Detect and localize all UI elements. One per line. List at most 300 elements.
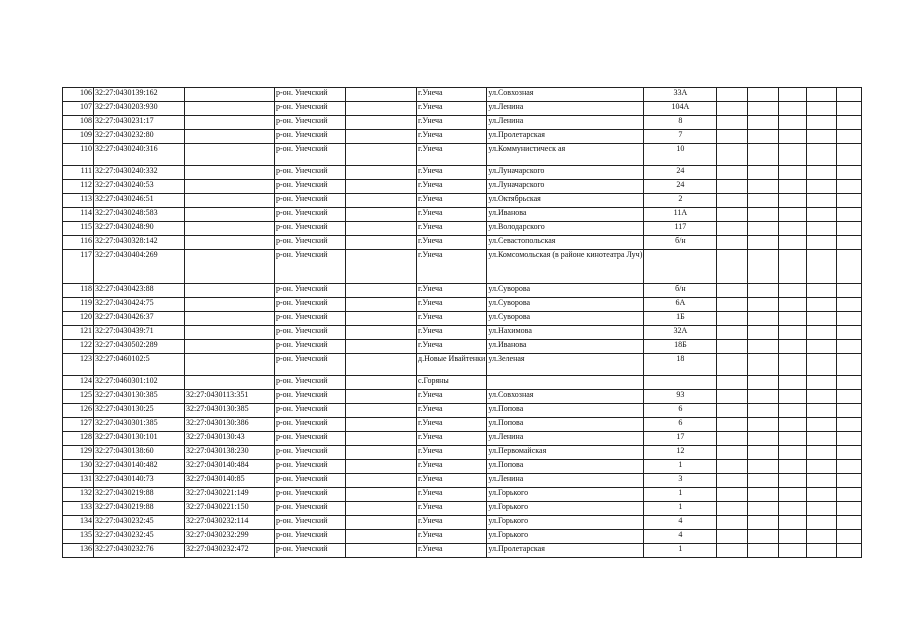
- cadastral-number-cell: 32:27:0430219:88: [94, 488, 185, 502]
- empty-cell: [346, 312, 417, 326]
- empty-cell: [807, 180, 837, 194]
- empty-cell: [748, 418, 779, 432]
- row-number-cell: 106: [63, 88, 94, 102]
- row-number-cell: 122: [63, 340, 94, 354]
- cadastral-number-cell: 32:27:0430404:269: [94, 250, 185, 284]
- empty-cell: [837, 516, 862, 530]
- cadastral-number-cell: 32:27:0460102:5: [94, 354, 185, 376]
- empty-cell: [807, 250, 837, 284]
- empty-cell: [717, 474, 748, 488]
- district-cell: р-он. Унечский: [275, 376, 346, 390]
- locality-cell: г.Унеча: [417, 488, 487, 502]
- table-row: [63, 460, 862, 474]
- empty-cell: [779, 326, 807, 340]
- row-number-cell: 126: [63, 404, 94, 418]
- empty-cell: [717, 194, 748, 208]
- table-row: [63, 250, 862, 284]
- table-row: [63, 488, 862, 502]
- empty-cell: [717, 544, 748, 558]
- house-number-cell: 24: [644, 180, 717, 194]
- empty-cell: [717, 222, 748, 236]
- cadastral-number-cell: 32:27:0430232:76: [94, 544, 185, 558]
- empty-cell: [717, 516, 748, 530]
- house-number-cell: 11А: [644, 208, 717, 222]
- cadastral-number-cell: 32:27:0430246:51: [94, 194, 185, 208]
- empty-cell: [837, 488, 862, 502]
- cadastral-number-cell: 32:27:0430328:142: [94, 236, 185, 250]
- empty-cell: [748, 530, 779, 544]
- related-cadastral-number-cell: [185, 236, 275, 250]
- empty-cell: [837, 354, 862, 376]
- district-cell: р-он. Унечский: [275, 418, 346, 432]
- empty-cell: [748, 88, 779, 102]
- empty-cell: [748, 236, 779, 250]
- house-number-cell: 1: [644, 544, 717, 558]
- district-cell: р-он. Унечский: [275, 446, 346, 460]
- empty-cell: [779, 236, 807, 250]
- empty-cell: [837, 390, 862, 404]
- table-row: [63, 390, 862, 404]
- cadastral-number-cell: 32:27:0430248:583: [94, 208, 185, 222]
- locality-cell: г.Унеча: [417, 326, 487, 340]
- empty-cell: [717, 116, 748, 130]
- empty-cell: [346, 376, 417, 390]
- empty-cell: [717, 502, 748, 516]
- locality-cell: г.Унеча: [417, 312, 487, 326]
- empty-cell: [779, 144, 807, 166]
- cadastral-number-cell: 32:27:0430426:37: [94, 312, 185, 326]
- row-number-cell: 119: [63, 298, 94, 312]
- district-cell: р-он. Унечский: [275, 166, 346, 180]
- table-row: [63, 502, 862, 516]
- related-cadastral-number-cell: [185, 298, 275, 312]
- street-cell: ул.Совхозная: [487, 88, 644, 102]
- district-cell: р-он. Унечский: [275, 404, 346, 418]
- row-number-cell: 130: [63, 460, 94, 474]
- district-cell: р-он. Унечский: [275, 236, 346, 250]
- row-number-cell: 127: [63, 418, 94, 432]
- house-number-cell: 2: [644, 194, 717, 208]
- related-cadastral-number-cell: 32:27:0430130:386: [185, 418, 275, 432]
- empty-cell: [779, 250, 807, 284]
- street-cell: ул.Попова: [487, 460, 644, 474]
- empty-cell: [346, 530, 417, 544]
- empty-cell: [807, 376, 837, 390]
- related-cadastral-number-cell: 32:27:0430113:351: [185, 390, 275, 404]
- table-row: [63, 418, 862, 432]
- house-number-cell: 12: [644, 446, 717, 460]
- locality-cell: г.Унеча: [417, 194, 487, 208]
- cadastral-number-cell: 32:27:0430240:316: [94, 144, 185, 166]
- empty-cell: [807, 530, 837, 544]
- empty-cell: [717, 88, 748, 102]
- empty-cell: [837, 418, 862, 432]
- house-number-cell: 3: [644, 474, 717, 488]
- row-number-cell: 108: [63, 116, 94, 130]
- district-cell: р-он. Унечский: [275, 284, 346, 298]
- empty-cell: [346, 180, 417, 194]
- row-number-cell: 112: [63, 180, 94, 194]
- empty-cell: [748, 432, 779, 446]
- empty-cell: [346, 446, 417, 460]
- street-cell: ул.Комсомольская (в районе кинотеатра Луч): [487, 250, 644, 284]
- empty-cell: [346, 354, 417, 376]
- locality-cell: г.Унеча: [417, 236, 487, 250]
- cadastral-number-cell: 32:27:0430248:90: [94, 222, 185, 236]
- empty-cell: [748, 116, 779, 130]
- cadastral-number-cell: 32:27:0430130:101: [94, 432, 185, 446]
- district-cell: р-он. Унечский: [275, 502, 346, 516]
- cadastral-number-cell: 32:27:0430130:385: [94, 390, 185, 404]
- empty-cell: [346, 460, 417, 474]
- empty-cell: [717, 236, 748, 250]
- cadastral-number-cell: 32:27:0430232:45: [94, 530, 185, 544]
- empty-cell: [837, 222, 862, 236]
- table-row: [63, 516, 862, 530]
- related-cadastral-number-cell: [185, 376, 275, 390]
- empty-cell: [748, 354, 779, 376]
- related-cadastral-number-cell: [185, 166, 275, 180]
- empty-cell: [807, 404, 837, 418]
- empty-cell: [748, 376, 779, 390]
- empty-cell: [779, 446, 807, 460]
- related-cadastral-number-cell: [185, 208, 275, 222]
- district-cell: р-он. Унечский: [275, 144, 346, 166]
- empty-cell: [346, 130, 417, 144]
- empty-cell: [779, 516, 807, 530]
- locality-cell: г.Унеча: [417, 180, 487, 194]
- row-number-cell: 120: [63, 312, 94, 326]
- district-cell: р-он. Унечский: [275, 102, 346, 116]
- table-row: [63, 116, 862, 130]
- house-number-cell: [644, 376, 717, 390]
- house-number-cell: 18: [644, 354, 717, 376]
- street-cell: ул.Зеленая: [487, 354, 644, 376]
- row-number-cell: 107: [63, 102, 94, 116]
- empty-cell: [837, 88, 862, 102]
- empty-cell: [807, 222, 837, 236]
- empty-cell: [779, 390, 807, 404]
- empty-cell: [346, 502, 417, 516]
- empty-cell: [748, 326, 779, 340]
- street-cell: ул.Иванова: [487, 208, 644, 222]
- district-cell: р-он. Унечский: [275, 194, 346, 208]
- related-cadastral-number-cell: 32:27:0430221:149: [185, 488, 275, 502]
- empty-cell: [748, 284, 779, 298]
- house-number-cell: [644, 250, 717, 284]
- related-cadastral-number-cell: 32:27:0430138:230: [185, 446, 275, 460]
- street-cell: ул.Октябрьская: [487, 194, 644, 208]
- locality-cell: г.Унеча: [417, 116, 487, 130]
- table-row: [63, 88, 862, 102]
- empty-cell: [779, 208, 807, 222]
- cadastral-number-cell: 32:27:0430424:75: [94, 298, 185, 312]
- cadastral-number-cell: 32:27:0430232:45: [94, 516, 185, 530]
- locality-cell: г.Унеча: [417, 474, 487, 488]
- street-cell: ул.Первомайская: [487, 446, 644, 460]
- empty-cell: [779, 130, 807, 144]
- locality-cell: г.Унеча: [417, 88, 487, 102]
- table-row: [63, 298, 862, 312]
- empty-cell: [748, 502, 779, 516]
- empty-cell: [717, 340, 748, 354]
- empty-cell: [807, 488, 837, 502]
- house-number-cell: 10: [644, 144, 717, 166]
- street-cell: ул.Ленина: [487, 474, 644, 488]
- table-row: [63, 166, 862, 180]
- row-number-cell: 129: [63, 446, 94, 460]
- district-cell: р-он. Унечский: [275, 88, 346, 102]
- table-row: [63, 432, 862, 446]
- table-row: [63, 376, 862, 390]
- empty-cell: [837, 502, 862, 516]
- street-cell: ул.Попова: [487, 404, 644, 418]
- empty-cell: [717, 284, 748, 298]
- house-number-cell: б/н: [644, 284, 717, 298]
- empty-cell: [717, 312, 748, 326]
- empty-cell: [779, 544, 807, 558]
- table-row: [63, 102, 862, 116]
- row-number-cell: 134: [63, 516, 94, 530]
- related-cadastral-number-cell: [185, 144, 275, 166]
- locality-cell: г.Унеча: [417, 144, 487, 166]
- cadastral-number-cell: 32:27:0430231:17: [94, 116, 185, 130]
- empty-cell: [837, 530, 862, 544]
- house-number-cell: 18Б: [644, 340, 717, 354]
- empty-cell: [837, 250, 862, 284]
- street-cell: ул.Горького: [487, 530, 644, 544]
- empty-cell: [837, 116, 862, 130]
- district-cell: р-он. Унечский: [275, 116, 346, 130]
- empty-cell: [779, 502, 807, 516]
- related-cadastral-number-cell: [185, 326, 275, 340]
- land-plot-register-table: [62, 87, 862, 558]
- empty-cell: [748, 460, 779, 474]
- related-cadastral-number-cell: [185, 354, 275, 376]
- cadastral-number-cell: 32:27:0430502:289: [94, 340, 185, 354]
- locality-cell: г.Унеча: [417, 284, 487, 298]
- cadastral-number-cell: 32:27:0430301:385: [94, 418, 185, 432]
- locality-cell: г.Унеча: [417, 390, 487, 404]
- empty-cell: [779, 530, 807, 544]
- house-number-cell: 117: [644, 222, 717, 236]
- empty-cell: [717, 354, 748, 376]
- district-cell: р-он. Унечский: [275, 326, 346, 340]
- street-cell: ул.Иванова: [487, 340, 644, 354]
- row-number-cell: 109: [63, 130, 94, 144]
- empty-cell: [807, 166, 837, 180]
- table-row: [63, 222, 862, 236]
- street-cell: ул.Суворова: [487, 312, 644, 326]
- empty-cell: [346, 404, 417, 418]
- empty-cell: [717, 446, 748, 460]
- empty-cell: [717, 418, 748, 432]
- row-number-cell: 135: [63, 530, 94, 544]
- related-cadastral-number-cell: 32:27:0430232:299: [185, 530, 275, 544]
- empty-cell: [807, 88, 837, 102]
- empty-cell: [346, 474, 417, 488]
- empty-cell: [779, 460, 807, 474]
- empty-cell: [807, 340, 837, 354]
- empty-cell: [346, 298, 417, 312]
- row-number-cell: 110: [63, 144, 94, 166]
- house-number-cell: 6: [644, 418, 717, 432]
- locality-cell: г.Унеча: [417, 418, 487, 432]
- house-number-cell: 1Б: [644, 312, 717, 326]
- district-cell: р-он. Унечский: [275, 298, 346, 312]
- empty-cell: [717, 376, 748, 390]
- district-cell: р-он. Унечский: [275, 354, 346, 376]
- cadastral-number-cell: 32:27:0430423:88: [94, 284, 185, 298]
- locality-cell: г.Унеча: [417, 130, 487, 144]
- cadastral-number-cell: 32:27:0430219:88: [94, 502, 185, 516]
- empty-cell: [807, 502, 837, 516]
- empty-cell: [837, 376, 862, 390]
- locality-cell: с.Горяны: [417, 376, 487, 390]
- cadastral-number-cell: 32:27:0430140:482: [94, 460, 185, 474]
- row-number-cell: 113: [63, 194, 94, 208]
- house-number-cell: 6: [644, 404, 717, 418]
- empty-cell: [779, 418, 807, 432]
- locality-cell: г.Унеча: [417, 530, 487, 544]
- empty-cell: [779, 166, 807, 180]
- cadastral-number-cell: 32:27:0430139:162: [94, 88, 185, 102]
- related-cadastral-number-cell: 32:27:0430140:85: [185, 474, 275, 488]
- related-cadastral-number-cell: [185, 250, 275, 284]
- empty-cell: [346, 208, 417, 222]
- empty-cell: [717, 250, 748, 284]
- empty-cell: [748, 250, 779, 284]
- district-cell: р-он. Унечский: [275, 530, 346, 544]
- district-cell: р-он. Унечский: [275, 208, 346, 222]
- row-number-cell: 131: [63, 474, 94, 488]
- empty-cell: [837, 404, 862, 418]
- empty-cell: [807, 460, 837, 474]
- empty-cell: [717, 166, 748, 180]
- empty-cell: [837, 166, 862, 180]
- empty-cell: [837, 326, 862, 340]
- locality-cell: г.Унеча: [417, 298, 487, 312]
- empty-cell: [837, 284, 862, 298]
- street-cell: ул.Горького: [487, 516, 644, 530]
- empty-cell: [837, 340, 862, 354]
- cadastral-number-cell: 32:27:0430140:73: [94, 474, 185, 488]
- street-cell: ул.Попова: [487, 418, 644, 432]
- row-number-cell: 117: [63, 250, 94, 284]
- table-body: [63, 88, 862, 558]
- empty-cell: [779, 116, 807, 130]
- district-cell: р-он. Унечский: [275, 474, 346, 488]
- district-cell: р-он. Унечский: [275, 390, 346, 404]
- empty-cell: [779, 222, 807, 236]
- row-number-cell: 124: [63, 376, 94, 390]
- house-number-cell: 7: [644, 130, 717, 144]
- empty-cell: [346, 488, 417, 502]
- street-cell: ул.Севастопольская: [487, 236, 644, 250]
- locality-cell: г.Унеча: [417, 166, 487, 180]
- table-row: [63, 130, 862, 144]
- empty-cell: [717, 144, 748, 166]
- district-cell: р-он. Унечский: [275, 488, 346, 502]
- table-row: [63, 236, 862, 250]
- empty-cell: [346, 144, 417, 166]
- house-number-cell: 93: [644, 390, 717, 404]
- empty-cell: [748, 102, 779, 116]
- cadastral-number-cell: 32:27:0430203:930: [94, 102, 185, 116]
- empty-cell: [748, 222, 779, 236]
- street-cell: [487, 376, 644, 390]
- empty-cell: [748, 516, 779, 530]
- empty-cell: [717, 298, 748, 312]
- house-number-cell: 17: [644, 432, 717, 446]
- empty-cell: [717, 390, 748, 404]
- empty-cell: [807, 102, 837, 116]
- district-cell: р-он. Унечский: [275, 222, 346, 236]
- empty-cell: [837, 130, 862, 144]
- empty-cell: [837, 180, 862, 194]
- empty-cell: [346, 102, 417, 116]
- table-row: [63, 284, 862, 298]
- empty-cell: [779, 340, 807, 354]
- locality-cell: г.Унеча: [417, 404, 487, 418]
- house-number-cell: 24: [644, 166, 717, 180]
- row-number-cell: 136: [63, 544, 94, 558]
- street-cell: ул.Нахимова: [487, 326, 644, 340]
- empty-cell: [717, 208, 748, 222]
- house-number-cell: 8: [644, 116, 717, 130]
- related-cadastral-number-cell: 32:27:0430221:150: [185, 502, 275, 516]
- district-cell: р-он. Унечский: [275, 312, 346, 326]
- table-row: [63, 446, 862, 460]
- empty-cell: [346, 222, 417, 236]
- street-cell: ул.Ленина: [487, 432, 644, 446]
- related-cadastral-number-cell: 32:27:0430140:484: [185, 460, 275, 474]
- house-number-cell: 1: [644, 502, 717, 516]
- empty-cell: [717, 326, 748, 340]
- row-number-cell: 125: [63, 390, 94, 404]
- cadastral-number-cell: 32:27:0430240:332: [94, 166, 185, 180]
- street-cell: ул.Луначарского: [487, 180, 644, 194]
- cadastral-number-cell: 32:27:0430232:80: [94, 130, 185, 144]
- empty-cell: [346, 194, 417, 208]
- locality-cell: г.Унеча: [417, 544, 487, 558]
- empty-cell: [748, 194, 779, 208]
- empty-cell: [779, 298, 807, 312]
- street-cell: ул.Ленина: [487, 116, 644, 130]
- street-cell: ул.Суворова: [487, 284, 644, 298]
- table-row: [63, 404, 862, 418]
- table-row: [63, 354, 862, 376]
- table-row: [63, 544, 862, 558]
- district-cell: р-он. Унечский: [275, 250, 346, 284]
- district-cell: р-он. Унечский: [275, 544, 346, 558]
- locality-cell: г.Унеча: [417, 340, 487, 354]
- empty-cell: [807, 208, 837, 222]
- locality-cell: г.Унеча: [417, 516, 487, 530]
- empty-cell: [807, 446, 837, 460]
- empty-cell: [779, 88, 807, 102]
- empty-cell: [346, 236, 417, 250]
- district-cell: р-он. Унечский: [275, 460, 346, 474]
- empty-cell: [748, 488, 779, 502]
- empty-cell: [807, 130, 837, 144]
- empty-cell: [748, 404, 779, 418]
- related-cadastral-number-cell: [185, 180, 275, 194]
- empty-cell: [779, 180, 807, 194]
- empty-cell: [807, 390, 837, 404]
- empty-cell: [779, 354, 807, 376]
- street-cell: ул.Суворова: [487, 298, 644, 312]
